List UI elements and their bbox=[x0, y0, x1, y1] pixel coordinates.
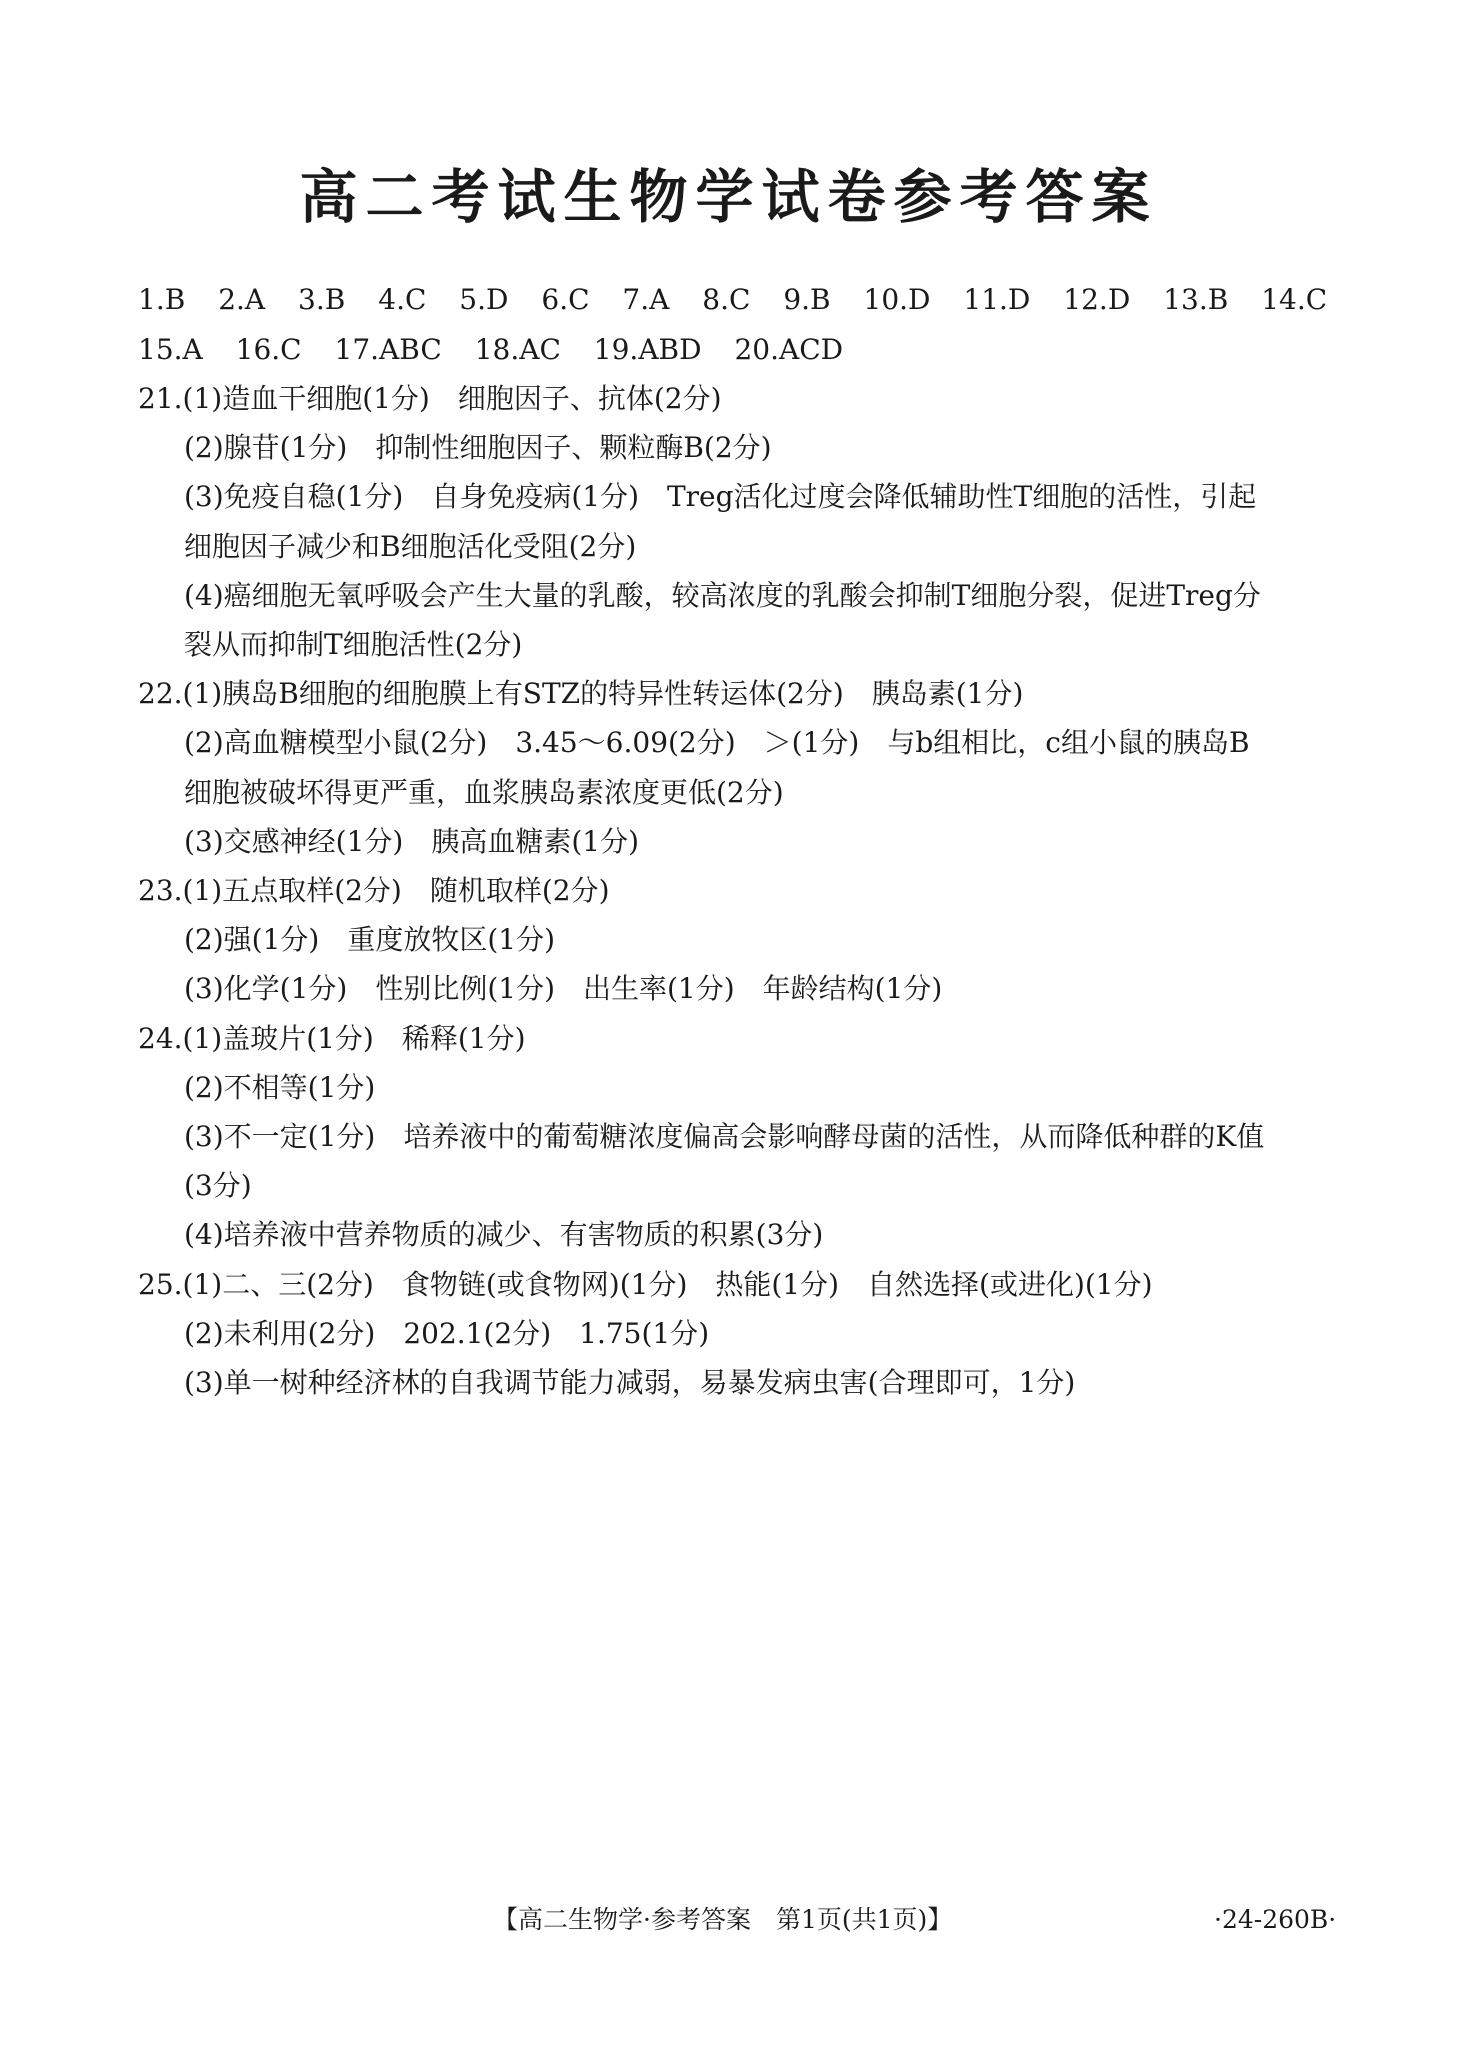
question-23-answer bbox=[138, 866, 1338, 1014]
answer-line: (2)高血糖模型小鼠(2分) 3.45～6.09(2分) ＞(1分) 与b组相比，c组小鼠的胰岛B bbox=[184, 726, 1250, 760]
answer-line: (4)癌细胞无氧呼吸会产生大量的乳酸，较高浓度的乳酸会抑制T细胞分裂，促进Treg分 bbox=[184, 578, 1261, 612]
mc-answer: 4.C bbox=[378, 283, 427, 316]
multiple-choice-answers-row-1 bbox=[138, 275, 1351, 325]
answer-line: (2)未利用(2分) 202.1(2分) 1.75(1分) bbox=[184, 1316, 710, 1350]
mc-answer: 19.ABD bbox=[593, 333, 702, 366]
mc-answer: 17.ABC bbox=[334, 333, 442, 366]
mc-answer: 2.A bbox=[218, 283, 266, 316]
question-22-answer bbox=[138, 669, 1338, 866]
mc-answer: 12.D bbox=[1063, 283, 1131, 316]
mc-answer: 9.B bbox=[783, 283, 831, 316]
answer-line: (2)不相等(1分) bbox=[184, 1070, 376, 1104]
answer-line: (3)不一定(1分) 培养液中的葡萄糖浓度偏高会影响酵母菌的活性，从而降低种群的K值 bbox=[184, 1120, 1265, 1154]
answer-line: 24.(1)盖玻片(1分) 稀释(1分) bbox=[138, 1021, 526, 1055]
mc-answer: 10.D bbox=[863, 283, 931, 316]
answer-line: (2)强(1分) 重度放牧区(1分) bbox=[184, 923, 555, 957]
answer-line: 21.(1)造血干细胞(1分) 细胞因子、抗体(2分) bbox=[138, 382, 722, 415]
mc-answer: 18.AC bbox=[474, 333, 561, 366]
answer-line: (3)化学(1分) 性别比例(1分) 出生率(1分) 年龄结构(1分) bbox=[184, 972, 943, 1006]
footer-paper-code: ·24-260B· bbox=[1214, 1905, 1337, 1934]
mc-answer: 15.A bbox=[138, 333, 203, 366]
mc-answer: 20.ACD bbox=[734, 333, 844, 366]
answer-line: 细胞被破坏得更严重，血浆胰岛素浓度更低(2分) bbox=[184, 775, 784, 809]
mc-answer: 16.C bbox=[235, 333, 302, 366]
answer-line: (4)培养液中营养物质的减少、有害物质的积累(3分) bbox=[184, 1218, 824, 1252]
question-25-answer bbox=[138, 1260, 1338, 1408]
answer-line: 23.(1)五点取样(2分) 随机取样(2分) bbox=[138, 874, 610, 908]
mc-answer: 7.A bbox=[622, 283, 670, 316]
answer-line: (3分) bbox=[184, 1169, 252, 1203]
multiple-choice-answers-row-2 bbox=[138, 325, 867, 375]
mc-answer: 1.B bbox=[138, 283, 186, 316]
answer-line: 22.(1)胰岛B细胞的细胞膜上有STZ的特异性转运体(2分) 胰岛素(1分) bbox=[138, 677, 1024, 711]
answer-line: 细胞因子减少和B细胞活化受阻(2分) bbox=[184, 529, 637, 563]
answer-line: 裂从而抑制T细胞活性(2分) bbox=[184, 628, 523, 662]
free-response-answers bbox=[138, 374, 1338, 1407]
question-24-answer bbox=[138, 1014, 1338, 1260]
mc-answer: 6.C bbox=[541, 283, 590, 316]
answer-line: (3)单一树种经济林的自我调节能力减弱，易暴发病虫害(合理即可，1分) bbox=[184, 1366, 1076, 1400]
answer-line: (2)腺苷(1分) 抑制性细胞因子、颗粒酶B(2分) bbox=[184, 431, 772, 465]
answer-line: (3)免疫自稳(1分) 自身免疫病(1分) Treg活化过度会降低辅助性T细胞的活性，引起 bbox=[184, 480, 1257, 514]
mc-answer: 5.D bbox=[459, 283, 509, 316]
mc-answer: 3.B bbox=[298, 283, 346, 316]
question-21-answer bbox=[138, 374, 1338, 669]
mc-answer: 8.C bbox=[702, 283, 751, 316]
page-footer bbox=[0, 1900, 1457, 1940]
footer-page-info: 【高二生物学·参考答案 第1页(共1页)】 bbox=[493, 1905, 953, 1934]
answer-line: 25.(1)二、三(2分) 食物链(或食物网)(1分) 热能(1分) 自然选择(或进化)(1分) bbox=[138, 1267, 1153, 1301]
mc-answer: 14.C bbox=[1261, 283, 1328, 316]
mc-answer: 11.D bbox=[963, 283, 1031, 316]
page-title: 高二考试生物学试卷参考答案 bbox=[299, 163, 1158, 231]
mc-answer: 13.B bbox=[1163, 283, 1229, 316]
answer-line: (3)交感神经(1分) 胰高血糖素(1分) bbox=[184, 824, 639, 858]
